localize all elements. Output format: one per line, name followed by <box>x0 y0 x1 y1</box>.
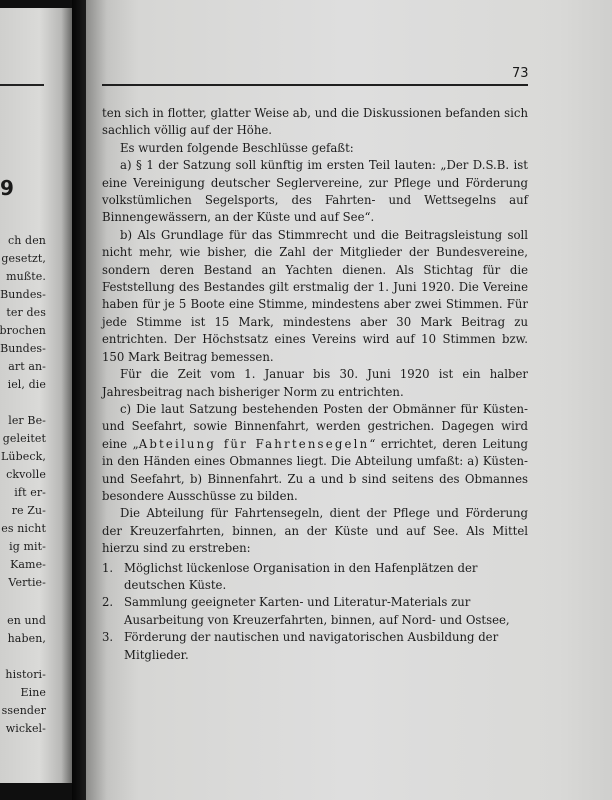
left-text-fragment: ter des <box>6 306 46 319</box>
list-number: 3. <box>102 630 114 645</box>
left-text-fragment: ckvolle <box>6 468 46 481</box>
left-text-fragment: art an- <box>8 360 46 373</box>
paragraph: Es wurden folgende Beschlüsse gefaßt: <box>120 140 354 155</box>
left-text-fragment: Bundes- <box>0 342 46 355</box>
left-text-fragment: ig mit- <box>9 540 46 553</box>
spaced-term: Abteilung für Fahrtensegeln <box>138 436 370 451</box>
left-text-fragment: ch den <box>8 234 46 247</box>
left-text-fragment: re Zu- <box>11 504 46 517</box>
left-text-fragment: ift er- <box>14 486 46 499</box>
left-text-fragment: gesetzt, <box>1 252 46 265</box>
list-text: Möglichst lückenlose Organisation in den Hafenplätzen der deutschen Küste. <box>124 560 478 592</box>
list-item <box>102 594 528 629</box>
paragraph-c-text: c) Die laut Satzung bestehenden Posten der Obmänner für Küsten- und Seefahrt, sowie Binnenfahrt, werden gestrichen. Dagegen wird eine „ <box>102 401 528 451</box>
left-text-fragment: wickel- <box>5 722 46 735</box>
list-number: 1. <box>102 560 114 575</box>
left-text-fragment: haben, <box>7 632 46 645</box>
paragraph-c <box>102 401 528 505</box>
left-text-fragment: ssender <box>1 704 46 717</box>
left-text-fragment: histori- <box>5 668 46 681</box>
left-text-fragment: Bundes- <box>0 288 46 301</box>
list-number: 2. <box>102 595 114 610</box>
paragraph-a: a) § 1 der Satzung soll künftig im ersten Teil lauten: „Der D.S.B. ist eine Vereinigung deutscher Seglervereine, zur Pflege und Förderung volkstümlichen Segelsports, des Fahrten- und Wettsegelns auf Binnengewässern, an der Küste und auf See“. <box>102 158 528 225</box>
numbered-list <box>102 560 528 664</box>
left-text-fragment: iel, die <box>7 378 46 391</box>
right-page <box>86 0 612 800</box>
left-text-fragment: es nicht <box>1 522 46 535</box>
header-rule <box>102 84 528 86</box>
left-text-fragment: Lübeck, <box>1 450 46 463</box>
page-number: 73 <box>512 66 529 81</box>
paragraph: Für die Zeit vom 1. Januar bis 30. Juni 1920 ist ein halber Jahresbeitrag nach bisheriger Norm zu entrichten. <box>102 367 528 399</box>
left-text-fragment: geleitet <box>2 432 46 445</box>
left-text-fragment: ler Be- <box>8 414 46 427</box>
left-text-fragment: en und <box>7 614 46 627</box>
left-text-fragment: Kame- <box>10 558 46 571</box>
list-text: Sammlung geeigneter Karten- und Literatur-Materials zur Ausarbeitung von Kreuzerfahrten, binnen, auf Nord- und Ostsee, <box>124 595 510 627</box>
left-text-fragment: Eine <box>20 686 46 699</box>
left-text-fragment: Vertie- <box>8 576 46 589</box>
list-text: Förderung der nautischen und navigatorischen Ausbildung der Mitglieder. <box>124 630 499 662</box>
paragraph-c-text: “ errichtet, deren Leitung in den Händen eines Obmannes liegt. Die Abteilung umfaßt: a) Küsten- und Seefahrt, b) Binnenfahrt. Zu a und b sind seitens des Obmannes besondere Ausschüsse zu bilden. <box>102 436 528 503</box>
list-item <box>102 560 528 595</box>
paragraph: Die Abteilung für Fahrtensegeln, dient der Pflege und Förderung der Kreuzerfahrten, binnen, an der Küste und auf See. Als Mittel hierzu sind zu erstreben: <box>102 506 528 556</box>
left-page-number: 9 <box>0 176 14 200</box>
left-text-fragment: mußte. <box>6 270 46 283</box>
body-text <box>102 105 528 664</box>
left-page <box>0 8 72 783</box>
paragraph-b: b) Als Grundlage für das Stimmrecht und die Beitragsleistung soll nicht mehr, wie bisher, die Zahl der Mitglieder der Bundesvereine, sondern deren Bestand an Yachten dienen. Als Stichtag für die Feststellung des Bestandes gilt erstmalig der 1. Juni 1920. Die Vereine haben für je 5 Boote eine Stimme, mindestens aber zwei Stimmen. Für jede Stimme ist 15 Mark, mindestens aber 30 Mark Beitrag zu entrichten. Der Höchstsatz eines Vereins wird auf 10 Stimmen bzw. 150 Mark Beitrag bemessen. <box>102 227 528 364</box>
paragraph: ten sich in flotter, glatter Weise ab, und die Diskussionen befanden sich sachlich völlig auf der Höhe. <box>102 106 528 138</box>
list-item <box>102 629 528 664</box>
left-text-fragment: brochen <box>0 324 46 337</box>
left-page-rule <box>0 84 44 86</box>
